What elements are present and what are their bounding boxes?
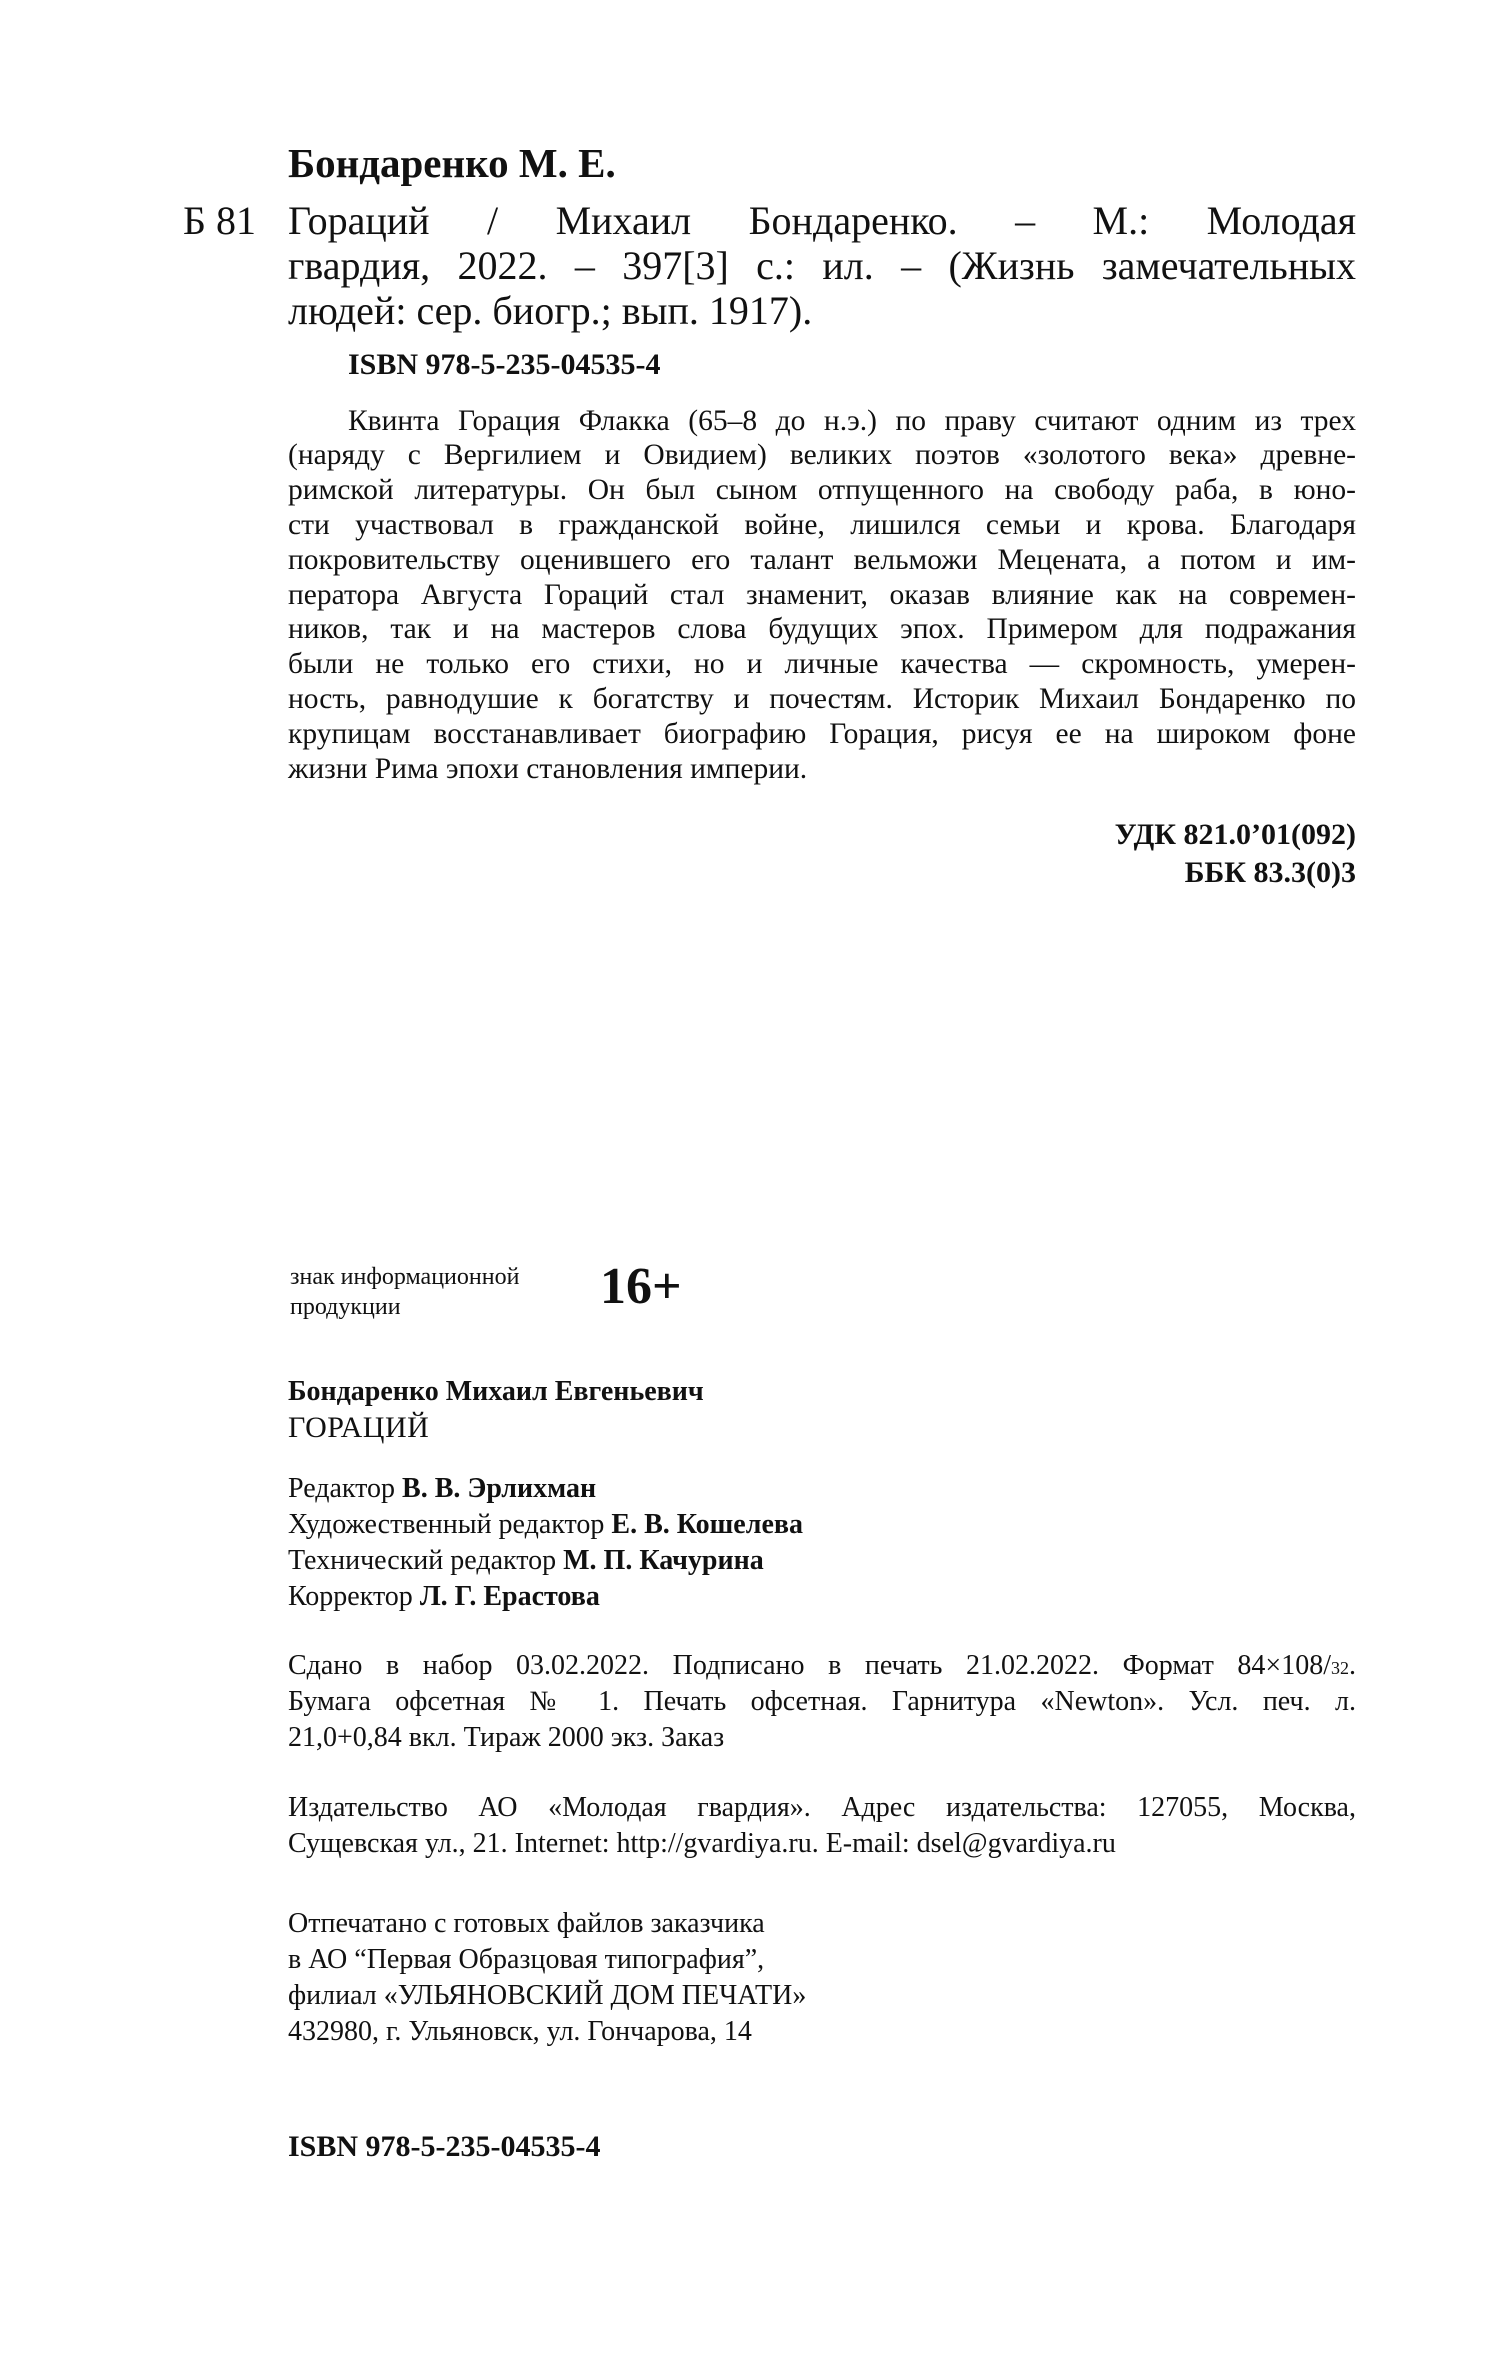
annotation-line: были не только его стихи, но и личные качества — скромность, умерен-	[288, 648, 1356, 680]
print-info-text: Сдано в набор 03.02.2022. Подписано в печать 21.02.2022. Формат 84×108/	[288, 1650, 1331, 1681]
print-info-line: Бумага офсетная № 1. Печать офсетная. Гарнитура «Newton». Усл. печ. л.	[288, 1686, 1356, 1717]
printer-line: в АО “Первая Образцовая типография”,	[288, 1944, 765, 1975]
staff-name: Л. Г. Ерастова	[419, 1581, 600, 1612]
publisher-line: Сущевская ул., 21. Internet: http://gvardiya.ru. E-mail: dsel@gvardiya.ru	[288, 1828, 1116, 1859]
staff-line	[288, 1472, 596, 1506]
printer-line: Отпечатано с готовых файлов заказчика	[288, 1908, 765, 1939]
annotation-line: сти участвовал в гражданской войне, лишился семьи и крова. Благодаря	[288, 509, 1356, 541]
isbn-top: ISBN 978-5-235-04535-4	[348, 348, 661, 381]
annotation-line: крупицам восстанавливает биографию Горация, рисуя ее на широком фоне	[288, 718, 1356, 750]
bbk-code: ББК 83.3(0)3	[1184, 856, 1356, 889]
author-heading: Бондаренко М. Е.	[288, 140, 616, 186]
staff-line	[288, 1508, 803, 1542]
book-title-caps: ГОРАЦИЙ	[288, 1411, 430, 1444]
print-info-line: 21,0+0,84 вкл. Тираж 2000 экз. Заказ	[288, 1722, 725, 1753]
annotation-line: жизни Рима эпохи становления империи.	[288, 753, 808, 785]
print-info-line	[288, 1649, 1356, 1685]
printer-line: филиал «УЛЬЯНОВСКИЙ ДОМ ПЕЧАТИ»	[288, 1980, 807, 2011]
age-mark-label-line: продукции	[290, 1294, 401, 1320]
format-fraction: 32	[1331, 1658, 1349, 1678]
annotation-line: покровительству оценившего его талант вельможи Мецената, а потом и им-	[288, 544, 1356, 576]
staff-name: В. В. Эрлихман	[402, 1473, 597, 1504]
staff-line	[288, 1544, 764, 1578]
bibliographic-line: Гораций / Михаил Бондаренко. – М.: Молодая	[288, 198, 1356, 243]
author-full-name: Бондаренко Михаил Евгеньевич	[288, 1376, 704, 1407]
staff-role: Художественный редактор	[288, 1509, 605, 1540]
publisher-line: Издательство АО «Молодая гвардия». Адрес издательства: 127055, Москва,	[288, 1792, 1356, 1823]
printer-line: 432980, г. Ульяновск, ул. Гончарова, 14	[288, 2016, 752, 2047]
staff-name: М. П. Качурина	[563, 1545, 764, 1576]
bibliographic-line: гвардия, 2022. – 397[3] с.: ил. – (Жизнь замечательных	[288, 243, 1356, 288]
print-info-end: .	[1349, 1650, 1356, 1681]
shelf-code: Б 81	[183, 198, 256, 243]
annotation-line: (наряду с Вергилием и Овидием) великих поэтов «золотого века» древне-	[288, 439, 1356, 471]
annotation-line: ность, равнодушие к богатству и почестям. Историк Михаил Бондаренко по	[288, 683, 1356, 715]
annotation-line: Квинта Горация Флакка (65–8 до н.э.) по праву считают одним из трех	[348, 405, 1356, 437]
staff-role: Технический редактор	[288, 1545, 557, 1576]
staff-line	[288, 1580, 600, 1614]
age-rating: 16+	[600, 1258, 682, 1315]
bibliographic-line: людей: сер. биогр.; вып. 1917).	[288, 288, 813, 333]
annotation-line: ников, так и на мастеров слова будущих эпох. Примером для подражания	[288, 613, 1356, 645]
age-mark-label	[290, 1262, 519, 1322]
udk-code: УДК 821.0’01(092)	[1114, 818, 1356, 851]
staff-name: Е. В. Кошелева	[611, 1509, 803, 1540]
staff-role: Корректор	[288, 1581, 413, 1612]
age-mark-label-line: знак информационной	[290, 1264, 520, 1290]
annotation-line: ператора Августа Гораций стал знаменит, оказав влияние как на современ-	[288, 579, 1356, 611]
annotation-line: римской литературы. Он был сыном отпущенного на свободу раба, в юно-	[288, 474, 1356, 506]
staff-role: Редактор	[288, 1473, 396, 1504]
isbn-bottom: ISBN 978-5-235-04535-4	[288, 2130, 601, 2163]
